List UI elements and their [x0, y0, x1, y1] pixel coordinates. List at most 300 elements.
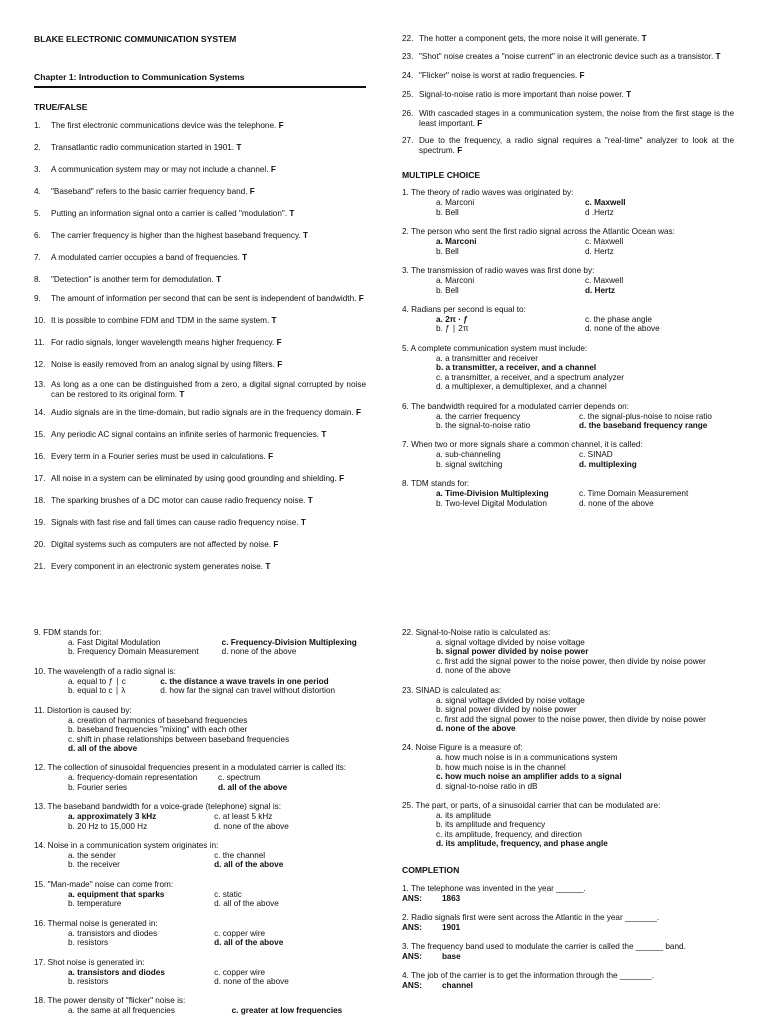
- answer-label: ANS:: [402, 923, 423, 933]
- item-number: 23.: [402, 52, 414, 61]
- statement-text: Signal-to-noise ratio is more important than noise power.: [419, 90, 624, 99]
- answer-key: F: [339, 474, 345, 484]
- item-text: [51, 518, 366, 528]
- option-d: d. all of the above: [214, 938, 284, 948]
- option-a: a. creation of harmonics of baseband frequencies: [68, 715, 248, 725]
- option-a: a. signal voltage divided by noise voltage: [436, 695, 585, 705]
- options-grid: [68, 929, 368, 948]
- item-text: [51, 380, 366, 400]
- item-text: [51, 209, 366, 219]
- true-false-item: [402, 109, 734, 129]
- item-number: 26.: [402, 109, 414, 118]
- answer-value: 1901: [442, 923, 461, 933]
- answer-value: 1863: [442, 894, 461, 904]
- options-grid: [436, 237, 734, 256]
- option-c: c. static: [214, 889, 242, 899]
- answer-key: F: [355, 408, 361, 418]
- option-b: b. Bell: [436, 285, 459, 295]
- question-text: 1. The theory of radio waves was originated by:: [402, 188, 574, 198]
- option-d: d. none of the above: [436, 666, 511, 676]
- item-number: 3.: [34, 165, 41, 175]
- option-a: a. Marconi: [436, 276, 475, 286]
- option-c: c. its amplitude, frequency, and direction: [436, 829, 582, 839]
- true-false-item: [402, 52, 734, 62]
- option-c: c. the signal-plus-noise to noise ratio: [579, 411, 712, 421]
- statement-text: It is possible to combine FDM and TDM in the same system.: [51, 316, 270, 326]
- question-text: 10. The wavelength of a radio signal is:: [34, 666, 176, 676]
- true-false-item: [402, 90, 734, 100]
- true-false-item: [34, 121, 366, 131]
- item-text: [419, 71, 734, 81]
- answer-key: T: [303, 231, 309, 241]
- item-number: 1.: [34, 121, 41, 131]
- answer-key: F: [277, 360, 283, 370]
- options-grid: [436, 198, 734, 217]
- option-d: d. none of the above: [579, 498, 654, 508]
- option-d: d .Hertz: [585, 207, 614, 217]
- mc-question: [402, 801, 734, 849]
- option-a: a. Marconi: [436, 237, 477, 247]
- completion-question: 3. The frequency band used to modulate the carrier is called the ______ band.: [402, 942, 686, 952]
- completion-item: [402, 971, 734, 991]
- options-list: [436, 354, 734, 392]
- answer-key: F: [270, 165, 276, 175]
- multiple-choice-heading: MULTIPLE CHOICE: [402, 170, 481, 180]
- option-d: d. none of the above: [585, 324, 660, 334]
- answer-label: ANS:: [402, 981, 423, 991]
- option-b: b. Bell: [436, 207, 459, 217]
- item-number: 2.: [34, 143, 41, 153]
- options-grid: [68, 890, 368, 909]
- statement-text: Digital systems such as computers are not affected by noise.: [51, 540, 272, 550]
- statement-text: Every term in a Fourier series must be used in calculations.: [51, 452, 266, 462]
- option-a: a. approximately 3 kHz: [68, 812, 157, 822]
- option-d: d. all of the above: [214, 899, 279, 909]
- answer-key: F: [276, 338, 282, 348]
- options-list: [436, 638, 734, 676]
- option-c: c. the phase angle: [585, 315, 652, 325]
- statement-text: Putting an information signal onto a carrier is called "modulation".: [51, 209, 288, 219]
- option-d: d. all of the above: [218, 782, 288, 792]
- option-d: d. its amplitude, frequency, and phase angle: [436, 839, 608, 849]
- item-number: 10.: [34, 316, 46, 326]
- option-a: a. Time-Division Multiplexing: [436, 489, 549, 499]
- true-false-item: [34, 430, 366, 440]
- option-d: d. multiplexing: [579, 459, 637, 469]
- option-d: d. how far the signal can travel without distortion: [160, 686, 336, 696]
- option-c: c. Maxwell: [585, 198, 626, 208]
- option-c: c. shift in phase relationships between baseband frequencies: [68, 734, 290, 744]
- option-b: b. a transmitter, a receiver, and a channel: [436, 363, 597, 373]
- true-false-item: [402, 136, 734, 156]
- item-text: [51, 316, 366, 326]
- option-c: c. Time Domain Measurement: [579, 489, 689, 499]
- statement-text: "Detection" is another term for demodulation.: [51, 275, 214, 285]
- option-c: c. first add the signal power to the noise power, then divide by noise power: [436, 714, 706, 724]
- item-text: [419, 109, 734, 129]
- true-false-item: [34, 540, 366, 550]
- item-number: 12.: [34, 360, 46, 370]
- options-grid: [436, 450, 734, 469]
- mc-question: [34, 706, 368, 754]
- options-grid: [436, 489, 734, 508]
- statement-text: The carrier frequency is higher than the highest baseband frequency.: [51, 231, 301, 241]
- statement-text: Signals with fast rise and fall times can cause radio frequency noise.: [51, 518, 299, 528]
- item-text: [51, 231, 366, 241]
- option-c: c. SINAD: [579, 450, 613, 460]
- option-d: d. Hertz: [585, 246, 614, 256]
- option-a: a. its amplitude: [436, 811, 492, 821]
- answer-key: F: [457, 146, 463, 155]
- answer-key: T: [307, 496, 313, 506]
- option-d: d. none of the above: [221, 647, 297, 657]
- mc-question: [34, 996, 368, 1015]
- answer-key: F: [477, 119, 483, 128]
- true-false-item: [34, 474, 366, 484]
- question-text: 17. Shot noise is generated in:: [34, 957, 145, 967]
- question-text: 15. "Man-made" noise can come from:: [34, 879, 174, 889]
- option-d: d. a multiplexer, a demultiplexer, and a channel: [436, 382, 607, 392]
- true-false-item: [34, 380, 366, 400]
- option-b: b. signal switching: [436, 459, 503, 469]
- true-false-item: [34, 294, 366, 304]
- statement-text: Audio signals are in the time-domain, but radio signals are in the frequency domain.: [51, 408, 354, 418]
- option-a: a. Marconi: [436, 198, 475, 208]
- question-text: 25. The part, or parts, of a sinusoidal carrier that can be modulated are:: [402, 801, 661, 811]
- options-grid: [436, 412, 734, 431]
- option-c: c. the channel: [214, 851, 266, 861]
- statement-text: All noise in a system can be eliminated by using good grounding and shielding.: [51, 474, 337, 484]
- option-b: b. how much noise is in the channel: [436, 762, 566, 772]
- option-c: c. first add the signal power to the noise power, then divide by noise power: [436, 656, 706, 666]
- statement-text: "Flicker" noise is worst at radio frequencies.: [419, 71, 578, 80]
- true-false-list-continued: [402, 34, 734, 156]
- answer-value: channel: [442, 981, 473, 991]
- option-a: a. equipment that sparks: [68, 889, 165, 899]
- option-a: a. 2π · ƒ: [436, 315, 468, 325]
- top-right-column: [402, 34, 734, 508]
- option-b: b. ƒ ∣ 2π: [436, 324, 469, 334]
- option-a: a. transistors and diodes: [68, 967, 165, 977]
- option-d: d. the baseband frequency range: [579, 420, 708, 430]
- option-d: d. all of the above: [214, 860, 284, 870]
- item-text: [51, 143, 366, 153]
- option-a: a. how much noise is in a communications system: [436, 753, 618, 763]
- item-text: [51, 562, 366, 572]
- true-false-item: [402, 34, 734, 44]
- mc-question: [402, 305, 734, 334]
- item-text: [51, 165, 366, 175]
- question-text: 5. A complete communication system must include:: [402, 343, 588, 353]
- statement-text: "Shot" noise creates a "noise current" in an electronic device such as a transistor.: [419, 52, 714, 61]
- option-b: b. resistors: [68, 938, 109, 948]
- true-false-item: [34, 452, 366, 462]
- option-b: b. 20 Hz to 15,000 Hz: [68, 821, 148, 831]
- mc-question: [34, 763, 368, 792]
- mc-question: [402, 188, 734, 217]
- option-c: c. Frequency-Division Multiplexing: [221, 638, 357, 647]
- answer-key: T: [626, 90, 632, 99]
- mc-question: [402, 479, 734, 508]
- option-a: a. the carrier frequency: [436, 411, 521, 421]
- item-number: 13.: [34, 380, 46, 390]
- options-grid: [68, 638, 368, 657]
- item-number: 25.: [402, 90, 414, 99]
- options-list: [436, 811, 734, 849]
- statement-text: The first electronic communications device was the telephone.: [51, 121, 277, 131]
- item-number: 14.: [34, 408, 46, 418]
- answer-key: F: [579, 71, 585, 80]
- completion-item: [402, 942, 734, 962]
- statement-text: With cascaded stages in a communication system, the noise from the first stage is the least important.: [419, 109, 734, 128]
- option-a: a. the same at all frequencies: [68, 1006, 175, 1016]
- item-number: 18.: [34, 496, 46, 506]
- true-false-item: [34, 316, 366, 326]
- true-false-item: [34, 408, 366, 418]
- option-d: d. none of the above: [436, 723, 516, 733]
- option-b: b. its amplitude and frequency: [436, 820, 546, 830]
- mc-question: [402, 227, 734, 256]
- item-number: 11.: [34, 338, 45, 348]
- mc-question: [402, 686, 734, 734]
- answer-key: T: [216, 275, 222, 285]
- item-text: [51, 496, 366, 506]
- question-text: 11. Distortion is caused by:: [34, 705, 132, 715]
- item-number: 6.: [34, 231, 41, 241]
- answer-key: T: [289, 209, 295, 219]
- true-false-list: [34, 121, 366, 572]
- option-c: c. Maxwell: [585, 237, 624, 247]
- true-false-item: [34, 518, 366, 528]
- statement-text: The hotter a component gets, the more noise it will generate.: [419, 34, 640, 43]
- question-text: 18. The power density of "flicker" noise is:: [34, 996, 186, 1006]
- option-c: c. greater at low frequencies: [231, 1006, 343, 1016]
- answer-row: [402, 952, 734, 962]
- item-text: [51, 187, 366, 197]
- question-text: 9. FDM stands for:: [34, 628, 102, 637]
- completion-item: [402, 913, 734, 933]
- true-false-item: [34, 231, 366, 241]
- option-d: d. none of the above: [214, 821, 289, 831]
- top-left-column: [34, 34, 366, 572]
- true-false-heading: TRUE/FALSE: [34, 101, 88, 112]
- multiple-choice-list-end: [402, 628, 734, 849]
- option-a: a. the sender: [68, 851, 116, 861]
- true-false-item: [34, 143, 366, 153]
- chapter-title: Chapter 1: Introduction to Communication Systems: [34, 72, 245, 83]
- answer-key: F: [273, 540, 279, 550]
- question-text: 16. Thermal noise is generated in:: [34, 918, 158, 928]
- option-c: c. a transmitter, a receiver, and a spectrum analyzer: [436, 372, 624, 382]
- question-text: 6. The bandwidth required for a modulated carrier depends on:: [402, 401, 629, 411]
- item-text: [419, 90, 734, 100]
- option-b: b. the receiver: [68, 860, 120, 870]
- item-text: [51, 294, 366, 304]
- option-d: d. none of the above: [214, 977, 289, 987]
- option-b: b. resistors: [68, 977, 109, 987]
- question-text: 12. The collection of sinusoidal frequencies present in a modulated carrier is called its:: [34, 763, 347, 773]
- answer-row: [402, 981, 734, 991]
- option-a: a. Fast Digital Modulation: [68, 638, 161, 647]
- true-false-item: [34, 562, 366, 572]
- mc-question: [402, 628, 734, 676]
- true-false-item: [34, 275, 366, 285]
- mc-question: [34, 802, 368, 831]
- answer-key: T: [242, 253, 248, 263]
- multiple-choice-list-continued: [34, 628, 368, 1016]
- options-grid: [68, 851, 368, 870]
- item-text: [51, 253, 366, 263]
- options-grid: [68, 812, 368, 831]
- item-text: [51, 275, 366, 285]
- question-text: 4. Radians per second is equal to:: [402, 305, 526, 315]
- answer-label: ANS:: [402, 952, 423, 962]
- statement-text: The sparking brushes of a DC motor can cause radio frequency noise.: [51, 496, 306, 506]
- statement-text: Any periodic AC signal contains an infinite series of harmonic frequencies.: [51, 430, 320, 440]
- option-a: a. transistors and diodes: [68, 928, 158, 938]
- item-text: [51, 452, 366, 462]
- completion-question: 2. Radio signals first were sent across the Atlantic in the year _______.: [402, 913, 660, 923]
- option-b: b. equal to c ∣ λ: [68, 686, 126, 696]
- option-d: d. Hertz: [585, 285, 616, 295]
- item-text: [419, 34, 734, 44]
- true-false-item: [34, 338, 366, 348]
- options-grid: [68, 1006, 368, 1015]
- option-b: b. Frequency Domain Measurement: [68, 647, 199, 657]
- answer-row: [402, 923, 734, 933]
- option-c: c. spectrum: [218, 773, 261, 783]
- answer-key: T: [641, 34, 647, 43]
- option-b: b. signal power divided by noise power: [436, 647, 589, 657]
- answer-key: T: [236, 143, 242, 153]
- option-a: a. signal voltage divided by noise voltage: [436, 638, 585, 647]
- mc-question: [402, 440, 734, 469]
- mc-question: [34, 958, 368, 987]
- statement-text: A modulated carrier occupies a band of frequencies.: [51, 253, 240, 263]
- statement-text: For radio signals, longer wavelength means higher frequency.: [51, 338, 275, 348]
- item-text: [51, 430, 366, 440]
- option-b: b. signal power divided by noise power: [436, 705, 577, 715]
- item-text: [51, 540, 366, 550]
- option-c: c. the distance a wave travels in one period: [160, 676, 329, 686]
- answer-key: T: [265, 562, 271, 572]
- bottom-left-column: [34, 628, 368, 1016]
- question-text: 3. The transmission of radio waves was first done by:: [402, 266, 595, 276]
- item-text: [51, 338, 366, 348]
- answer-key: T: [715, 52, 721, 61]
- option-b: b. Bell: [436, 246, 459, 256]
- question-text: 8. TDM stands for:: [402, 479, 470, 489]
- true-false-item: [34, 187, 366, 197]
- completion-heading: COMPLETION: [402, 864, 460, 875]
- answer-key: T: [179, 390, 185, 400]
- statement-text: Due to the frequency, a radio signal requires a "real-time" analyzer to look at the spectrum.: [419, 136, 734, 155]
- option-b: b. Fourier series: [68, 782, 128, 792]
- item-text: [51, 408, 366, 418]
- option-c: c. copper wire: [214, 967, 266, 977]
- completion-item: [402, 884, 734, 904]
- question-text: 24. Noise Figure is a measure of:: [402, 743, 523, 753]
- answer-key: T: [271, 316, 277, 326]
- item-number: 22.: [402, 34, 414, 43]
- answer-row: [402, 894, 734, 904]
- true-false-item: [402, 71, 734, 81]
- item-text: [51, 360, 366, 370]
- item-number: 7.: [34, 253, 41, 263]
- true-false-item: [34, 165, 366, 175]
- mc-question: [34, 667, 368, 696]
- item-number: 27.: [402, 136, 414, 145]
- item-text: [419, 136, 734, 156]
- answer-label: ANS:: [402, 894, 423, 904]
- mc-question: [402, 344, 734, 392]
- option-c: c. copper wire: [214, 928, 266, 938]
- statement-text: As long as a one can be distinguished from a zero, a digital signal corrupted by noise can be restored to its original form.: [51, 380, 366, 400]
- item-number: 16.: [34, 452, 46, 462]
- options-list: [68, 716, 368, 754]
- option-a: a. equal to ƒ ∣ c: [68, 676, 126, 686]
- option-a: a. sub-channeling: [436, 450, 501, 460]
- option-b: b. baseband frequencies "mixing" with each other: [68, 725, 248, 735]
- completion-question: 4. The job of the carrier is to get the information through the _______.: [402, 971, 655, 981]
- mc-question: [402, 402, 734, 431]
- options-grid: [68, 968, 368, 987]
- options-grid: [68, 773, 368, 792]
- answer-key: T: [300, 518, 306, 528]
- question-text: 23. SINAD is calculated as:: [402, 685, 502, 695]
- option-b: b. the signal-to-noise ratio: [436, 420, 531, 430]
- document-title: BLAKE ELECTRONIC COMMUNICATION SYSTEM: [34, 34, 237, 44]
- statement-text: A communication system may or may not include a channel.: [51, 165, 269, 175]
- mc-question: [34, 841, 368, 870]
- true-false-item: [34, 253, 366, 263]
- true-false-item: [34, 209, 366, 219]
- options-grid: [436, 315, 734, 334]
- question-text: 7. When two or more signals share a common channel, it is called:: [402, 440, 643, 450]
- statement-text: "Baseband" refers to the basic carrier frequency band.: [51, 187, 248, 197]
- answer-key: F: [358, 294, 364, 304]
- item-number: 19.: [34, 518, 46, 528]
- mc-question: [34, 628, 368, 657]
- item-number: 15.: [34, 430, 46, 440]
- item-number: 9.: [34, 294, 41, 304]
- item-number: 4.: [34, 187, 41, 197]
- option-a: a. a transmitter and receiver: [436, 353, 538, 363]
- option-d: d. signal-to-noise ratio in dB: [436, 781, 538, 791]
- options-list: [436, 696, 734, 734]
- true-false-item: [34, 496, 366, 506]
- true-false-item: [34, 360, 366, 370]
- answer-key: T: [321, 430, 327, 440]
- mc-question: [402, 266, 734, 295]
- bottom-right-column: [402, 628, 734, 1000]
- answer-key: F: [278, 121, 284, 131]
- mc-question: [34, 919, 368, 948]
- option-a: a. frequency-domain representation: [68, 773, 198, 783]
- question-text: 14. Noise in a communication system originates in:: [34, 841, 219, 851]
- completion-list: [402, 884, 734, 991]
- item-text: [51, 474, 366, 484]
- mc-question: [402, 743, 734, 791]
- item-number: 21.: [34, 562, 46, 572]
- item-number: 17.: [34, 474, 46, 484]
- answer-value: base: [442, 952, 461, 962]
- options-grid: [68, 677, 368, 696]
- options-grid: [436, 276, 734, 295]
- mc-question: [34, 880, 368, 909]
- item-text: [51, 121, 366, 131]
- completion-question: 1. The telephone was invented in the year ______.: [402, 884, 586, 894]
